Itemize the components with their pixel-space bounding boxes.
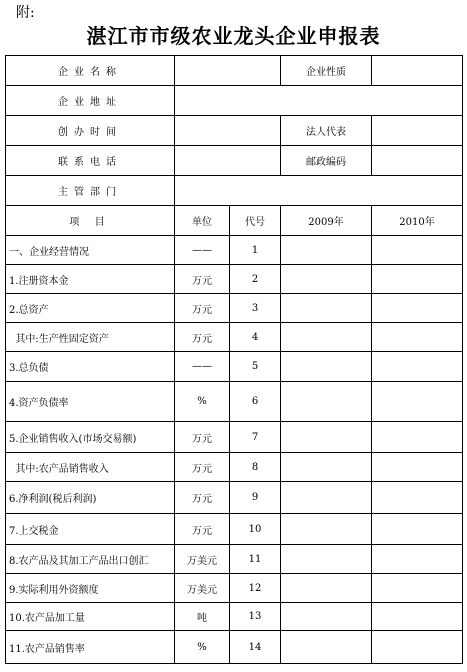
info-row-founding-date [6, 116, 463, 146]
table-row [6, 631, 463, 664]
table-row [6, 603, 463, 631]
row-value-2009[interactable] [281, 294, 372, 323]
row-value-2009[interactable] [281, 603, 372, 631]
table-row [6, 482, 463, 514]
row-item: 8.农产品及其加工产品出口创汇 [6, 545, 175, 574]
row-unit: 万元 [175, 422, 230, 453]
row-value-2009[interactable] [281, 323, 372, 352]
postcode-field[interactable] [372, 146, 463, 176]
row-value-2010[interactable] [372, 294, 463, 323]
row-item: 10.农产品加工量 [6, 603, 175, 631]
row-code: 4 [230, 323, 281, 352]
row-value-2009[interactable] [281, 631, 372, 664]
row-unit: 万元 [175, 514, 230, 545]
row-value-2009[interactable] [281, 574, 372, 603]
info-row-phone [6, 146, 463, 176]
company-address-label: 企业地址 [6, 86, 175, 116]
row-value-2009[interactable] [281, 482, 372, 514]
row-value-2010[interactable] [372, 574, 463, 603]
row-value-2009[interactable] [281, 514, 372, 545]
row-value-2009[interactable] [281, 352, 372, 382]
application-form-table [5, 55, 463, 664]
row-unit: % [175, 382, 230, 422]
row-code: 1 [230, 236, 281, 265]
row-value-2010[interactable] [372, 545, 463, 574]
row-value-2009[interactable] [281, 382, 372, 422]
row-unit: 万美元 [175, 574, 230, 603]
row-unit: 吨 [175, 603, 230, 631]
row-unit: % [175, 631, 230, 664]
phone-label: 联系电话 [6, 146, 175, 176]
row-code: 11 [230, 545, 281, 574]
row-item: 5.企业销售收入(市场交易额) [6, 422, 175, 453]
row-item: 2.总资产 [6, 294, 175, 323]
table-row [6, 545, 463, 574]
row-value-2010[interactable] [372, 352, 463, 382]
legal-rep-label: 法人代表 [281, 116, 372, 146]
legal-rep-field[interactable] [372, 116, 463, 146]
table-row [6, 422, 463, 453]
row-unit: 万元 [175, 453, 230, 482]
row-value-2010[interactable] [372, 482, 463, 514]
row-item: 3.总负债 [6, 352, 175, 382]
row-unit: 万元 [175, 294, 230, 323]
info-row-department [6, 176, 463, 206]
info-row-company-address [6, 86, 463, 116]
table-row [6, 382, 463, 422]
row-item: 6.净利润(税后利润) [6, 482, 175, 514]
company-name-field[interactable] [175, 56, 281, 86]
row-item: 9.实际利用外资额度 [6, 574, 175, 603]
header-year-2010: 2010年 [372, 206, 463, 236]
row-value-2010[interactable] [372, 236, 463, 265]
row-value-2010[interactable] [372, 453, 463, 482]
table-header-row [6, 206, 463, 236]
prefix-label: 附: [16, 5, 35, 21]
row-unit: 万元 [175, 265, 230, 294]
row-value-2010[interactable] [372, 323, 463, 352]
row-value-2009[interactable] [281, 453, 372, 482]
row-code: 8 [230, 453, 281, 482]
row-code: 12 [230, 574, 281, 603]
row-code: 14 [230, 631, 281, 664]
table-row [6, 352, 463, 382]
row-code: 10 [230, 514, 281, 545]
row-code: 7 [230, 422, 281, 453]
row-value-2009[interactable] [281, 422, 372, 453]
department-label: 主管部门 [6, 176, 175, 206]
table-row [6, 236, 463, 265]
row-value-2009[interactable] [281, 236, 372, 265]
row-item: 7.上交税金 [6, 514, 175, 545]
row-value-2010[interactable] [372, 422, 463, 453]
row-unit: 万元 [175, 323, 230, 352]
row-unit: 万元 [175, 482, 230, 514]
row-value-2010[interactable] [372, 631, 463, 664]
row-unit: —— [175, 352, 230, 382]
row-item: 其中:生产性固定资产 [6, 323, 175, 352]
row-unit: —— [175, 236, 230, 265]
postcode-label: 邮政编码 [281, 146, 372, 176]
row-code: 9 [230, 482, 281, 514]
company-name-label: 企业名称 [6, 56, 175, 86]
company-address-field[interactable] [175, 86, 463, 116]
row-item: 一、企业经营情况 [6, 236, 175, 265]
founding-date-label: 创办时间 [6, 116, 175, 146]
table-row [6, 574, 463, 603]
row-item: 1.注册资本金 [6, 265, 175, 294]
row-code: 13 [230, 603, 281, 631]
row-value-2009[interactable] [281, 545, 372, 574]
header-code: 代号 [230, 206, 281, 236]
row-value-2010[interactable] [372, 382, 463, 422]
row-item: 4.资产负债率 [6, 382, 175, 422]
row-code: 3 [230, 294, 281, 323]
row-value-2010[interactable] [372, 265, 463, 294]
row-code: 6 [230, 382, 281, 422]
form-title: 湛江市市级农业龙头企业申报表 [86, 24, 381, 48]
header-year-2009: 2009年 [281, 206, 372, 236]
department-field[interactable] [175, 176, 463, 206]
table-row [6, 514, 463, 545]
header-item: 项 目 [6, 206, 175, 236]
row-code: 2 [230, 265, 281, 294]
table-row [6, 323, 463, 352]
row-unit: 万美元 [175, 545, 230, 574]
header-unit: 单位 [175, 206, 230, 236]
info-row-company-name [6, 56, 463, 86]
table-row [6, 294, 463, 323]
row-item: 11.农产品销售率 [6, 631, 175, 664]
row-value-2010[interactable] [372, 603, 463, 631]
company-type-field[interactable] [372, 56, 463, 86]
row-code: 5 [230, 352, 281, 382]
row-item: 其中:农产品销售收入 [6, 453, 175, 482]
company-type-label: 企业性质 [281, 56, 372, 86]
table-row [6, 265, 463, 294]
row-value-2010[interactable] [372, 514, 463, 545]
table-row [6, 453, 463, 482]
phone-field[interactable] [175, 146, 281, 176]
founding-date-field[interactable] [175, 116, 281, 146]
row-value-2009[interactable] [281, 265, 372, 294]
